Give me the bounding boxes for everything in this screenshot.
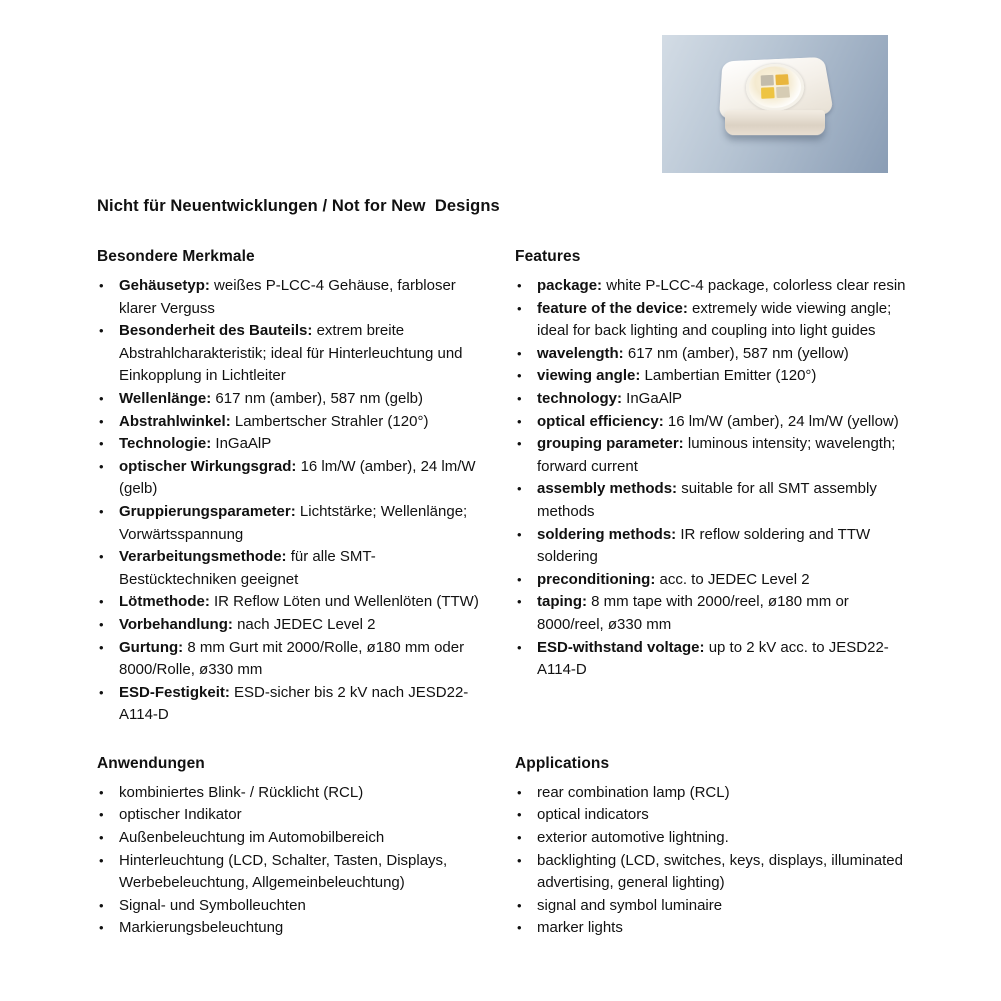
feature-item-text: taping: 8 mm tape with 2000/reel, ø180 mm or 8000/reel, ø330 mm [537,593,849,633]
application-item-en [515,782,909,805]
feature-item-text: assembly methods: suitable for all SMT assembly methods [537,480,877,520]
bullet-icon: • [517,594,522,610]
application-item-text: marker lights [537,919,623,937]
feature-item-text: Verarbeitungsmethode: für alle SMT-Bestücktechniken geeignet [119,548,376,588]
heading-features: Features [515,248,581,265]
feature-item-en [515,365,909,388]
feature-item-text: optischer Wirkungsgrad: 16 lm/W (amber), 24 lm/W (gelb) [119,457,476,498]
feature-item-en [515,388,909,411]
bullet-icon: • [517,639,522,655]
application-item-en [515,804,909,827]
application-item-de [97,827,493,850]
product-photo [662,35,888,173]
feature-item-de [97,456,493,501]
feature-item-de [97,591,493,614]
bullet-icon: • [99,413,104,429]
feature-item-de [97,501,493,546]
feature-item-de [97,433,493,456]
bullet-icon: • [99,639,104,655]
bullet-icon: • [517,526,522,542]
feature-item-de [97,637,493,682]
feature-item-text: optical efficiency: 16 lm/W (amber), 24 lm/W (yellow) [537,412,899,430]
content-columns [97,248,909,940]
feature-item-en [515,275,909,298]
bullet-icon: • [517,807,522,823]
application-item-text: backlighting (LCD, switches, keys, displays, illuminated advertising, general lighting) [537,851,903,892]
feature-item-de [97,682,493,727]
led-chip [775,74,789,85]
bullet-icon: • [99,436,104,452]
page-title: Nicht für Neuentwicklungen / Not for New Designs [97,197,500,215]
application-item-de [97,850,493,895]
features-list-en [515,275,909,682]
application-item-text: optischer Indikator [119,806,242,824]
feature-item-de [97,388,493,411]
section-anwendungen [97,755,515,940]
feature-item-en [515,569,909,592]
bullet-icon: • [517,278,522,293]
bullet-icon: • [99,616,104,632]
heading-applications: Applications [515,754,610,772]
applications-list-en [515,782,909,940]
feature-item-text: ESD-Festigkeit: ESD-sicher bis 2 kV nach JESD22-A114-D [119,683,469,724]
bullet-icon: • [517,481,522,497]
bullet-icon: • [517,852,522,868]
application-item-text: signal and symbol luminaire [537,896,723,914]
led-package-image [713,52,837,148]
feature-item-text: Abstrahlwinkel: Lambertscher Strahler (120°) [119,412,429,430]
application-item-text: Markierungsbeleuchtung [119,919,284,937]
bullet-icon: • [99,390,104,406]
bullet-icon: • [517,413,522,429]
feature-item-en [515,411,909,434]
feature-item-de [97,411,493,434]
feature-item-text: Besonderheit des Bauteils: extrem breite Abstrahlcharakteristik; ideal für Hinterleuchtung und Einkopplung in Lichtleiter [119,322,463,385]
feature-item-de [97,614,493,637]
application-item-text: kombiniertes Blink- / Rücklicht (RCL) [119,783,364,801]
bullet-icon: • [99,920,104,936]
feature-item-text: wavelength: 617 nm (amber), 587 nm (yellow) [537,344,849,362]
bullet-icon: • [517,571,522,587]
application-item-de [97,917,493,940]
bullet-icon: • [517,830,522,846]
bullet-icon: • [99,594,104,610]
applications-list-de [97,782,493,940]
bullet-icon: • [517,897,522,913]
section-applications [515,755,909,940]
feature-item-text: ESD-withstand voltage: up to 2 kV acc. to JESD22-A114-D [537,638,889,679]
bullet-icon: • [517,390,522,406]
application-item-text: rear combination lamp (RCL) [537,783,730,801]
bullet-icon: • [517,784,522,800]
bullet-icon: • [99,458,104,474]
application-item-de [97,804,493,827]
application-item-text: Außenbeleuchtung im Automobilbereich [119,829,385,847]
feature-item-en [515,591,909,636]
application-item-en [515,917,909,940]
feature-item-text: soldering methods: IR reflow soldering and TTW soldering [537,525,871,566]
feature-item-text: viewing angle: Lambertian Emitter (120°) [537,367,817,385]
bullet-icon: • [99,897,104,913]
bullet-icon: • [517,368,522,384]
application-item-text: optical indicators [537,806,649,824]
feature-item-de [97,320,493,388]
led-lens [746,63,807,113]
feature-item-text: package: white P-LCC-4 package, colorless clear resin [537,277,906,294]
heading-besondere-merkmale: Besondere Merkmale [97,248,255,265]
bullet-icon: • [99,684,104,700]
feature-item-text: Gehäusetyp: weißes P-LCC-4 Gehäuse, farbloser klarer Verguss [119,277,456,317]
application-item-de [97,782,493,805]
application-item-text: Hinterleuchtung (LCD, Schalter, Tasten, Displays, Werbebeleuchtung, Allgemeinbeleuchtung) [119,851,448,892]
bullet-icon: • [517,300,522,316]
bullet-icon: • [99,852,104,868]
led-chip [776,86,790,98]
feature-item-en [515,637,909,682]
feature-item-text: Vorbehandlung: nach JEDEC Level 2 [119,615,376,633]
features-list-de [97,275,493,727]
application-item-text: Signal- und Symbolleuchten [119,896,306,914]
feature-item-en [515,524,909,569]
section-besondere-merkmale [97,248,515,727]
led-chip [761,75,774,86]
bullet-icon: • [517,345,522,361]
feature-item-text: feature of the device: extremely wide viewing angle; ideal for back lighting and coupling into light guides [537,299,892,340]
bullet-icon: • [517,920,522,936]
bullet-icon: • [99,830,104,846]
application-item-en [515,850,909,895]
feature-item-text: Gurtung: 8 mm Gurt mit 2000/Rolle, ø180 mm oder 8000/Rolle, ø330 mm [119,638,465,679]
feature-item-text: preconditioning: acc. to JEDEC Level 2 [537,570,810,588]
feature-item-de [97,275,493,320]
feature-item-en [515,343,909,366]
led-chip-array [761,74,790,99]
application-item-en [515,827,909,850]
application-item-de [97,895,493,918]
feature-item-text: Wellenlänge: 617 nm (amber), 587 nm (gelb) [119,389,424,407]
application-item-en [515,895,909,918]
bullet-icon: • [517,436,522,452]
bullet-icon: • [99,549,104,565]
led-package-front-face [725,110,825,135]
feature-item-text: grouping parameter: luminous intensity; wavelength; forward current [537,435,896,475]
bullet-icon: • [99,503,104,519]
bullet-icon: • [99,807,104,823]
feature-item-text: technology: InGaAlP [537,389,683,407]
bullet-icon: • [99,784,104,800]
bullet-icon: • [99,323,104,339]
feature-item-en [515,433,909,478]
feature-item-en [515,478,909,523]
feature-item-en [515,298,909,343]
section-features [515,248,909,727]
bullet-icon: • [99,278,104,293]
feature-item-text: Lötmethode: IR Reflow Löten und Wellenlöten (TTW) [119,593,479,611]
heading-anwendungen: Anwendungen [97,754,205,772]
application-item-text: exterior automotive lightning. [537,829,729,847]
feature-item-text: Gruppierungsparameter: Lichtstärke; Wellenlänge; Vorwärtsspannung [119,502,468,543]
led-chip [761,87,775,99]
feature-item-de [97,546,493,591]
feature-item-text: Technologie: InGaAlP [119,435,272,453]
